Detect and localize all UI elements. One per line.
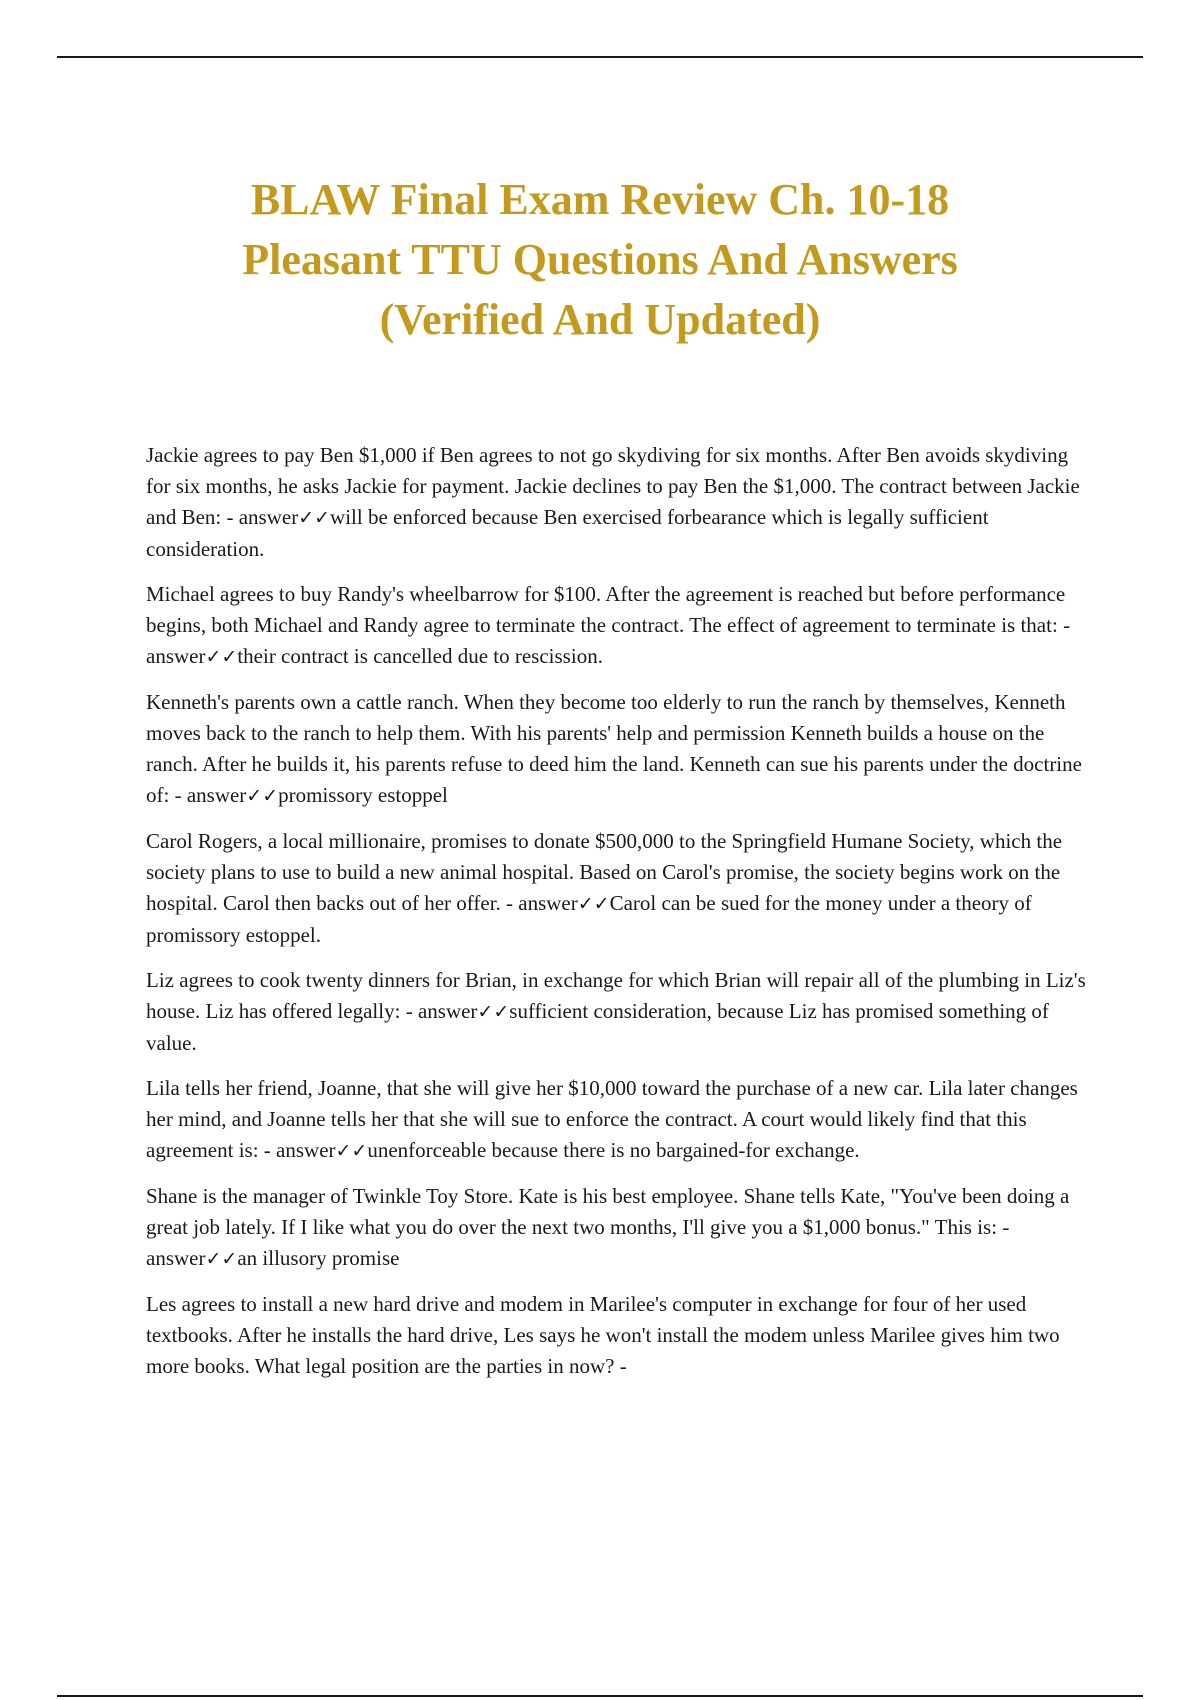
answer-marker: - answer (221, 505, 299, 529)
question-text: Lila tells her friend, Joanne, that she will give her $10,000 toward the purchase of a new car. Lila later changes her mind, and Joanne tells her that she will sue to enforce the contract. A court would likely find that this agreement is: (146, 1076, 1078, 1162)
answer-marker: - answer (258, 1138, 336, 1162)
answer-text: their contract is cancelled due to rescission. (237, 644, 603, 668)
title-line-3: (Verified And Updated) (379, 295, 821, 344)
question-text: Kenneth's parents own a cattle ranch. When they become too elderly to run the ranch by themselves, Kenneth moves back to the ranch to help them. With his parents' help and permission Kenneth builds a house on the ranch. After he builds it, his parents refuse to deed him the land. Kenneth can sue his parents under the doctrine of: (146, 690, 1082, 807)
double-check-icon: ✓✓ (577, 893, 610, 915)
answer-text: an illusory promise (237, 1246, 400, 1270)
top-rule (57, 56, 1143, 58)
double-check-icon: ✓✓ (335, 1140, 368, 1162)
double-check-icon: ✓✓ (205, 646, 238, 668)
answer-marker: - answer (400, 999, 478, 1023)
double-check-icon: ✓✓ (246, 785, 279, 807)
title-line-2: Pleasant TTU Questions And Answers (242, 235, 958, 284)
qa-item (146, 826, 1092, 951)
double-check-icon: ✓✓ (298, 507, 331, 529)
bottom-rule (57, 1695, 1143, 1697)
question-text: Liz agrees to cook twenty dinners for Brian, in exchange for which Brian will repair all of the plumbing in Liz's house. Liz has offered legally: (146, 968, 1086, 1023)
answer-text: unenforceable because there is no bargained-for exchange. (367, 1138, 860, 1162)
qa-item (146, 1181, 1092, 1275)
title-line-1: BLAW Final Exam Review Ch. 10-18 (250, 175, 950, 224)
question-text: Shane is the manager of Twinkle Toy Store. Kate is his best employee. Shane tells Kate, "You've been doing a great job lately. If I like what you do over the next two months, I'll give you a $1,000 bonus." This is: (146, 1184, 1070, 1239)
qa-list (146, 440, 1092, 1396)
double-check-icon: ✓✓ (205, 1248, 238, 1270)
qa-item (146, 687, 1092, 812)
answer-marker: - answer (500, 891, 578, 915)
answer-text: Carol can be sued for the money under a theory of promissory estoppel. (146, 891, 1032, 947)
qa-item (146, 965, 1092, 1059)
qa-item (146, 1073, 1092, 1167)
document-title (100, 170, 1100, 350)
answer-text: promissory estoppel (278, 783, 448, 807)
qa-item (146, 579, 1092, 673)
answer-text: sufficient consideration, because Liz has promised something of value. (146, 999, 1049, 1055)
qa-item (146, 440, 1092, 565)
question-text: Jackie agrees to pay Ben $1,000 if Ben agrees to not go skydiving for six months. After Ben avoids skydiving for six months, he asks Jackie for payment. Jackie declines to pay Ben the $1,000. The contract between Jackie and Ben: (146, 443, 1080, 529)
answer-marker: - answer (146, 613, 1071, 668)
question-text: Carol Rogers, a local millionaire, promises to donate $500,000 to the Springfield Humane Society, which the society plans to use to build a new animal hospital. Based on Carol's promise, the society begins work on the hospital. Carol then backs out of her offer. (146, 829, 1063, 915)
double-check-icon: ✓✓ (477, 1001, 510, 1023)
question-text: Les agrees to install a new hard drive and modem in Marilee's computer in exchange for four of her used textbooks. After he installs the hard drive, Les says he won't install the modem unless Marilee gives him two more books. What legal position are the parties in now? - (146, 1292, 1060, 1378)
answer-marker: - answer (146, 1215, 1010, 1270)
question-text: Michael agrees to buy Randy's wheelbarrow for $100. After the agreement is reached but before performance begins, both Michael and Randy agree to terminate the contract. The effect of agreement to terminate is that: (146, 582, 1066, 637)
answer-marker: - answer (169, 783, 247, 807)
answer-text: will be enforced because Ben exercised forbearance which is legally sufficient consideration. (146, 505, 989, 561)
qa-item (146, 1289, 1092, 1382)
